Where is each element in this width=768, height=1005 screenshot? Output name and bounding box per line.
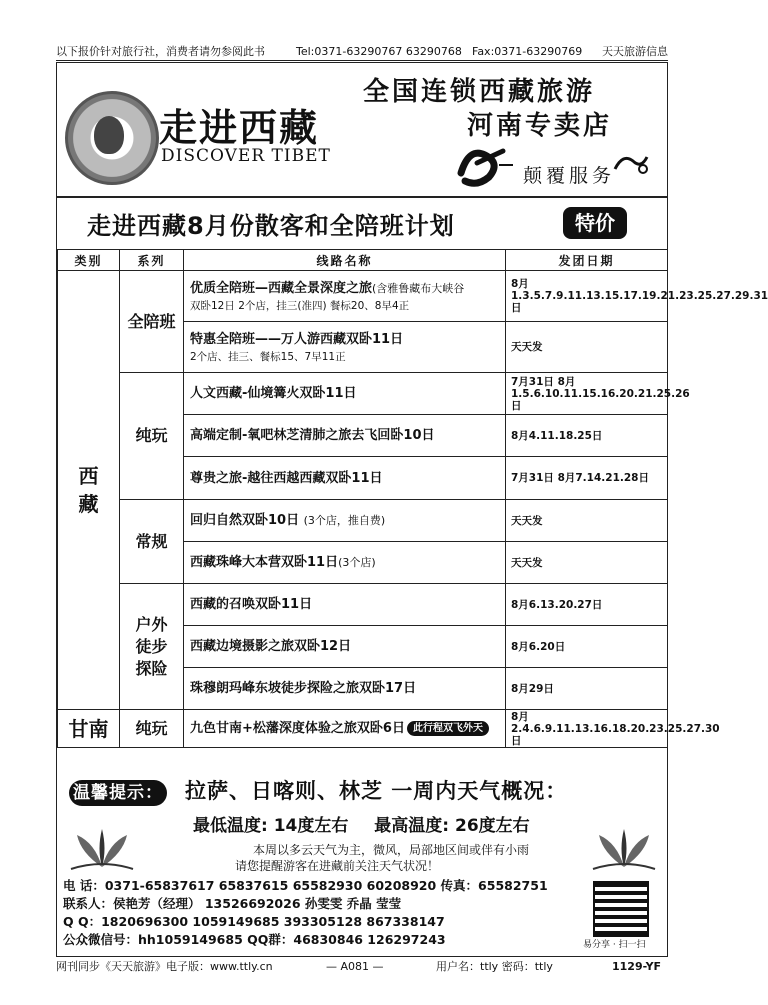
- dates-cell: 7月31日 8月7.14.21.28日: [506, 457, 668, 500]
- route-cell: 回归自然双卧10日 (3个店，推自费): [184, 500, 506, 542]
- lotus-flower-icon: [67, 809, 137, 873]
- special-price-badge: 特价: [563, 207, 627, 239]
- tel-text: Tel:0371-63290767 63290768: [296, 45, 462, 58]
- table-row: [58, 710, 668, 748]
- brand-calligraphy-icon: [455, 143, 513, 189]
- flight-note-badge: 此行程双飞外天: [407, 721, 489, 736]
- route-cell: 尊贵之旅-越往西越西藏双卧11日: [184, 457, 506, 500]
- dates-cell: 8月4.11.18.25日: [506, 415, 668, 457]
- publication-name: 天天旅游信息: [602, 45, 668, 58]
- header-dates: 发团日期: [506, 250, 668, 271]
- footer-account: 用户名：ttly 密码：ttly: [436, 960, 553, 973]
- weather-title: 拉萨、日喀则、林芝 一周内天气概况：: [185, 779, 568, 803]
- discover-tibet-seal-logo: [65, 91, 159, 185]
- dates-cell: 8月6.13.20.27日: [506, 584, 668, 626]
- contact-info: [63, 877, 548, 949]
- category-gannan: 甘南: [58, 710, 120, 748]
- dates-cell: 天天发: [506, 322, 668, 373]
- series-outdoor: 户外徒步探险: [120, 584, 184, 710]
- brand-name: 颠覆服务: [523, 165, 616, 187]
- header-route: 线路名称: [184, 250, 506, 271]
- route-cell: 高端定制-氧吧林芝清肺之旅去飞回卧10日: [184, 415, 506, 457]
- plan-title: 走进西藏8月份散客和全陪班计划: [87, 212, 455, 240]
- route-cell: 人文西藏-仙境篝火双卧11日: [184, 373, 506, 415]
- route-cell: 西藏的召唤双卧11日: [184, 584, 506, 626]
- weather-note: 本周以多云天气为主，微风，局部地区间或伴有小雨: [253, 843, 530, 857]
- dates-cell: 天天发: [506, 542, 668, 584]
- dates-cell: 8月1.3.5.7.9.11.13.15.17.19.21.23.25.27.29.31日: [506, 271, 668, 322]
- ad-frame: [56, 62, 768, 957]
- ad-header: [57, 63, 667, 198]
- route-cell: 珠穆朗玛峰东坡徒步探险之旅双卧17日: [184, 668, 506, 710]
- dates-cell: 7月31日 8月1.5.6.10.11.15.16.20.21.25.26日: [506, 373, 668, 415]
- series-full-escort: 全陪班: [120, 271, 184, 373]
- route-cell: 特惠全陪班——万人游西藏双卧11日 2个店、挂三、餐标15、7早11正: [184, 322, 506, 373]
- route-cell: 优质全陪班—西藏全景深度之旅(含雅鲁藏布大峡谷 双卧12日 2个店，挂三(准四) 餐标20、8早4正: [184, 271, 506, 322]
- temperature-range: [193, 811, 550, 836]
- fax-text: Fax:0371-63290769: [472, 45, 583, 58]
- lotus-flower-icon: [589, 809, 659, 873]
- page-footer: [56, 958, 668, 976]
- series-pure-play: 纯玩: [120, 373, 184, 500]
- slogan-line2: 河南专卖店: [467, 111, 613, 141]
- tour-plan-table: [57, 249, 768, 748]
- table-row: [58, 500, 668, 542]
- wechat-line: 公众微信号：hh1059149685 QQ群：46830846 126297243: [63, 932, 446, 947]
- category-tibet: 西藏: [58, 271, 120, 710]
- dates-cell: 8月6.20日: [506, 626, 668, 668]
- footer-page-number: — A081 —: [326, 960, 384, 973]
- route-cell: 西藏边境摄影之旅双卧12日: [184, 626, 506, 668]
- route-cell: 九色甘南+松藩深度体验之旅双卧6日 此行程双飞外天: [184, 710, 506, 748]
- dates-cell: 8月2.4.6.9.11.13.16.18.20.23.25.27.30日: [506, 710, 668, 748]
- qr-code-icon: [593, 881, 649, 937]
- table-row: [58, 584, 668, 626]
- swirl-ornament-icon: [613, 151, 649, 177]
- phone-line: 电 话：0371-65837617 65837615 65582930 60208920 传真：65582751: [63, 878, 548, 893]
- qr-caption: 易分享 · 扫一扫: [583, 940, 646, 950]
- table-row: [58, 271, 668, 322]
- top-notice-bar: [56, 44, 668, 61]
- dates-cell: 天天发: [506, 500, 668, 542]
- min-temp: 最低温度: 14度左右: [193, 816, 349, 836]
- dates-cell: 8月29日: [506, 668, 668, 710]
- weather-reminder: 请您提醒游客在进藏前关注天气状况！: [235, 859, 440, 873]
- series-regular: 常规: [120, 500, 184, 584]
- tips-label: 温馨提示：: [69, 780, 167, 806]
- header-category: 类别: [58, 250, 120, 271]
- logo-english: DISCOVER TIBET: [161, 146, 331, 166]
- route-cell: 西藏珠峰大本营双卧11日(3个店): [184, 542, 506, 584]
- logo-chinese: 走进西藏: [159, 105, 320, 150]
- table-row: [58, 373, 668, 415]
- footer-site: 网刊同步《天天旅游》电子版：www.ttly.cn: [56, 960, 273, 973]
- header-series: 系列: [120, 250, 184, 271]
- max-temp: 最高温度: 26度左右: [374, 816, 530, 836]
- slogan-line1: 全国连锁西藏旅游: [363, 77, 596, 107]
- contact-person-line: 联系人：侯艳芳（经理） 13526692026 孙雯雯 乔晶 莹莹: [63, 896, 402, 911]
- qq-line: Q Q：1820696300 1059149685 393305128 867338147: [63, 914, 445, 929]
- lotus-icon: [94, 116, 124, 154]
- series-gannan-pure: 纯玩: [120, 710, 184, 748]
- footer-code: 1129-YF: [612, 960, 662, 973]
- disclaimer-text: 以下报价针对旅行社，消费者请勿参阅此书: [56, 45, 265, 58]
- table-header-row: [58, 250, 668, 271]
